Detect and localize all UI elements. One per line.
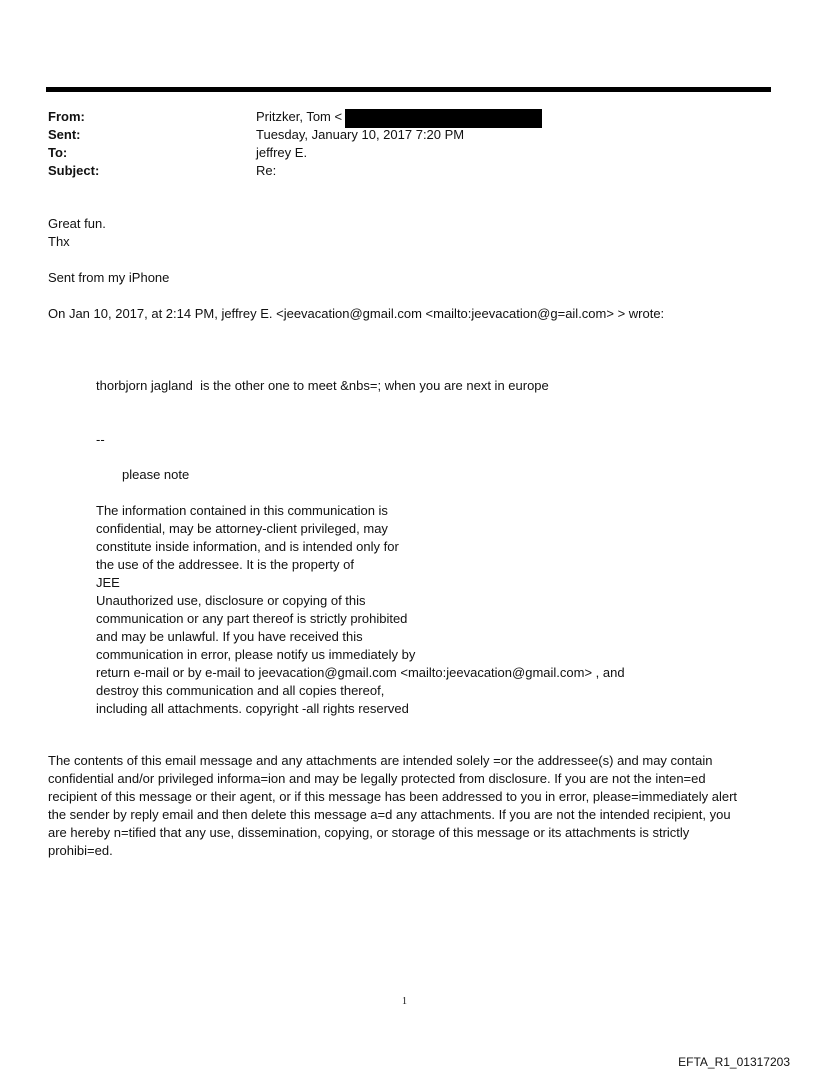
notice-line: and may be unlawful. If you have received this [96, 629, 363, 644]
notice-line: communication in error, please notify us immediately by [96, 647, 416, 662]
notice-line: return e-mail or by e-mail to jeevacation@gmail.com <mailto:jeevacation@gmail.com> , and [96, 665, 625, 680]
notice-line: destroy this communication and all copies thereof, [96, 683, 385, 698]
separator: -- [96, 432, 105, 447]
notice-line: The information contained in this communication is [96, 503, 388, 518]
subject-label: Subject: [48, 163, 100, 178]
disclaimer-line: the sender by reply email and then delete this message a=d any attachments. If you are not the intended recipient, you [48, 807, 731, 822]
disclaimer-line: recipient of this message or their agent, or if this message has been addressed to you in error, please=immediately alert [48, 789, 738, 804]
disclaimer-line: confidential and/or privileged informa=ion and may be legally protected from disclosure. If you are not the inten=ed [48, 771, 706, 786]
quoted-message: thorbjorn jagland is the other one to meet &nbs=; when you are next in europe [96, 378, 549, 393]
notice-line: JEE [96, 575, 120, 590]
page-number: 1 [402, 996, 407, 1007]
notice-line: Unauthorized use, disclosure or copying of this [96, 593, 366, 608]
subject-row [48, 162, 748, 180]
email-disclaimer [48, 752, 778, 860]
sent-value: Tuesday, January 10, 2017 7:20 PM [256, 127, 465, 142]
signature: Sent from my iPhone [48, 270, 170, 285]
disclaimer-line: are hereby n=tified that any use, dissemination, copying, or storage of this message or its attachments is strictly [48, 825, 690, 840]
quote-intro: On Jan 10, 2017, at 2:14 PM, jeffrey E. <jeevacation@gmail.com <mailto:jeevacation@g=ail.com> > wrote: [48, 306, 665, 321]
subject-value: Re: [256, 163, 277, 178]
confidentiality-notice [96, 502, 625, 718]
disclaimer-line: prohibi=ed. [48, 843, 113, 858]
header-divider [46, 87, 771, 92]
notice-line: communication or any part thereof is strictly prohibited [96, 611, 408, 626]
disclaimer-line: The contents of this email message and any attachments are intended solely =or the addressee(s) and may contain [48, 753, 713, 768]
sent-label: Sent: [48, 127, 81, 142]
notice-line: including all attachments. copyright -all rights reserved [96, 701, 409, 716]
notice-line: confidential, may be attorney-client privileged, may [96, 521, 388, 536]
notice-line: the use of the addressee. It is the property of [96, 557, 354, 572]
to-value: jeffrey E. [256, 145, 308, 160]
redaction-block [345, 109, 542, 128]
document-id: EFTA_R1_01317203 [678, 1055, 790, 1069]
to-row [48, 144, 748, 162]
body-line-2: Thx [48, 234, 70, 249]
notice-line: constitute inside information, and is intended only for [96, 539, 399, 554]
please-note: please note [122, 467, 190, 482]
body-line-1: Great fun. [48, 216, 106, 231]
to-label: To: [48, 145, 68, 160]
from-label: From: [48, 109, 85, 124]
email-header [48, 108, 748, 180]
from-value-wrap [256, 108, 542, 126]
from-value: Pritzker, Tom < [256, 109, 343, 124]
sent-row [48, 126, 748, 144]
from-row [48, 108, 748, 126]
